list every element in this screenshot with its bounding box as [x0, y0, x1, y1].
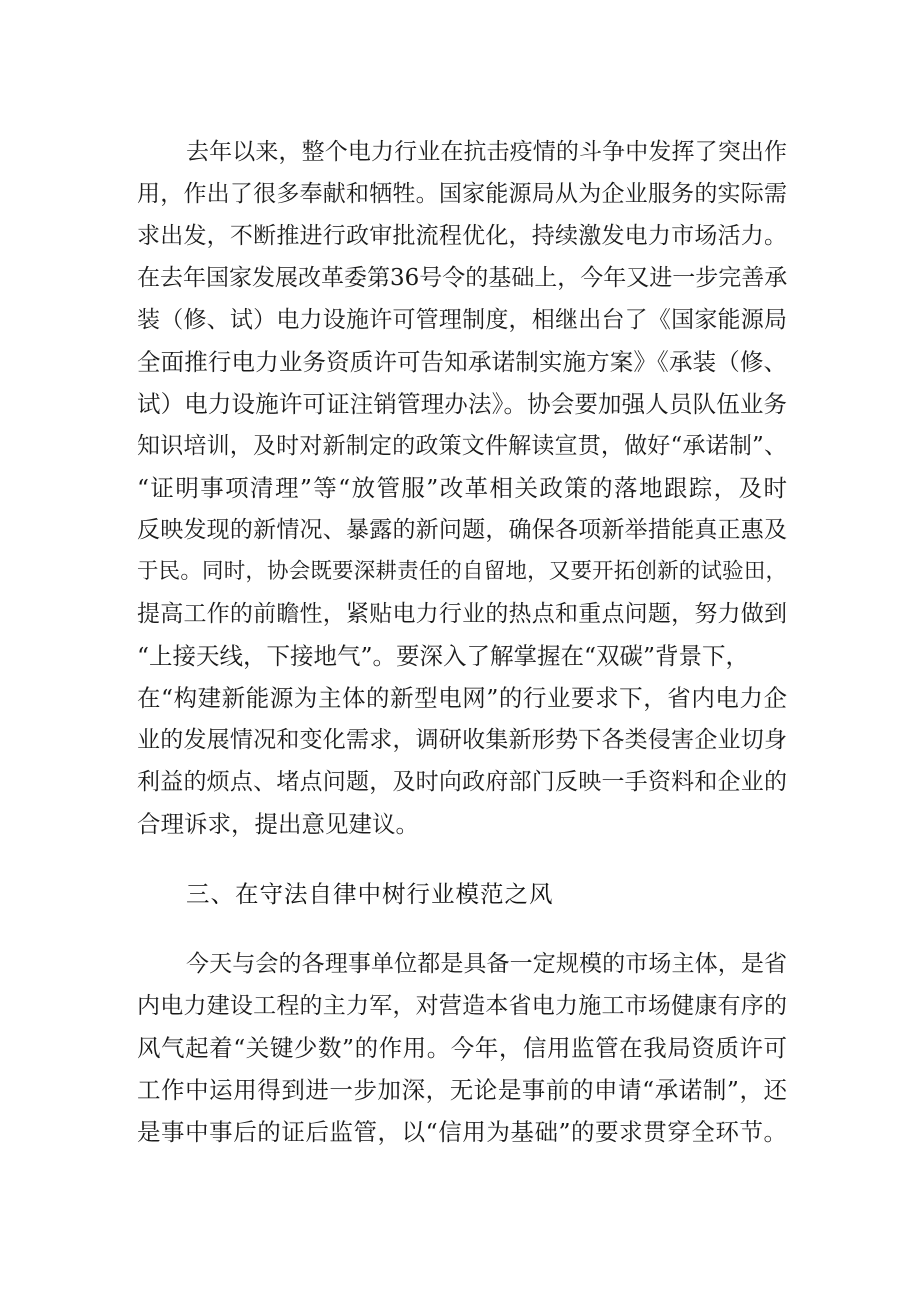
paragraph-2-line-3: 风气起着“关键少数”的作用。今年，信用监管在我局资质许可	[137, 1034, 787, 1062]
paragraph-1-line-12: 提高工作的前瞻性，紧贴电力行业的热点和重点问题，努力做到	[137, 601, 787, 627]
paragraph-1-line-2: 用，作出了很多奉献和牺牲。国家能源局从为企业服务的实际需	[137, 181, 787, 207]
paragraph-1-line-4: 在去年国家发展改革委第36号令的基础上，今年又进一步完善承	[137, 265, 788, 291]
paragraph-1-line-6: 全面推行电力业务资质许可告知承诺制实施方案》《承装（修、	[137, 348, 787, 376]
section-heading: 三、在守法自律中树行业模范之风	[186, 880, 554, 908]
paragraph-1-line-8: 知识培训，及时对新制定的政策文件解读宣贯，做好“承诺制”、	[137, 433, 787, 459]
paragraph-1-line-7: 试）电力设施许可证注销管理办法》。协会要加强人员队伍业务	[137, 390, 787, 418]
paragraph-2-line-2: 内电力建设工程的主力军，对营造本省电力施工市场健康有序的	[137, 993, 787, 1019]
paragraph-1-line-13: “上接天线，下接地气”。要深入了解掌握在“双碳”背景下，	[137, 642, 750, 670]
paragraph-2-line-5: 是事中事后的证后监管，以“信用为基础”的要求贯穿全环节。	[137, 1118, 787, 1146]
paragraph-1-line-9: “证明事项清理”等“放管服”改革相关政策的落地跟踪，及时	[137, 474, 787, 502]
paragraph-1-line-16: 利益的烦点、堵点问题，及时向政府部门反映一手资料和企业的	[137, 769, 787, 795]
paragraph-1-line-14: 在“构建新能源为主体的新型电网”的行业要求下，省内电力企	[137, 684, 787, 712]
paragraph-1-line-17: 合理诉求，提出意见建议。	[137, 810, 419, 838]
paragraph-2-line-4: 工作中运用得到进一步加深，无论是事前的申请“承诺制”，还	[137, 1076, 787, 1104]
paragraph-1-line-11: 于民。同时，协会既要深耕责任的自留地，又要开拓创新的试验田，	[137, 559, 787, 584]
paragraph-2-line-1: 今天与会的各理事单位都是具备一定规模的市场主体，是省	[186, 951, 787, 977]
paragraph-1-line-1: 去年以来，整个电力行业在抗击疫情的斗争中发挥了突出作	[186, 139, 787, 165]
paragraph-1-line-3: 求出发，不断推进行政审批流程优化，持续激发电力市场活力。	[137, 223, 787, 249]
paragraph-1-line-10: 反映发现的新情况、暴露的新问题，确保各项新举措能真正惠及	[137, 517, 787, 543]
paragraph-1-line-5: 装（修、试）电力设施许可管理制度，相继出台了《国家能源局	[137, 307, 787, 333]
paragraph-1-line-15: 业的发展情况和变化需求，调研收集新形势下各类侵害企业切身	[137, 727, 787, 753]
